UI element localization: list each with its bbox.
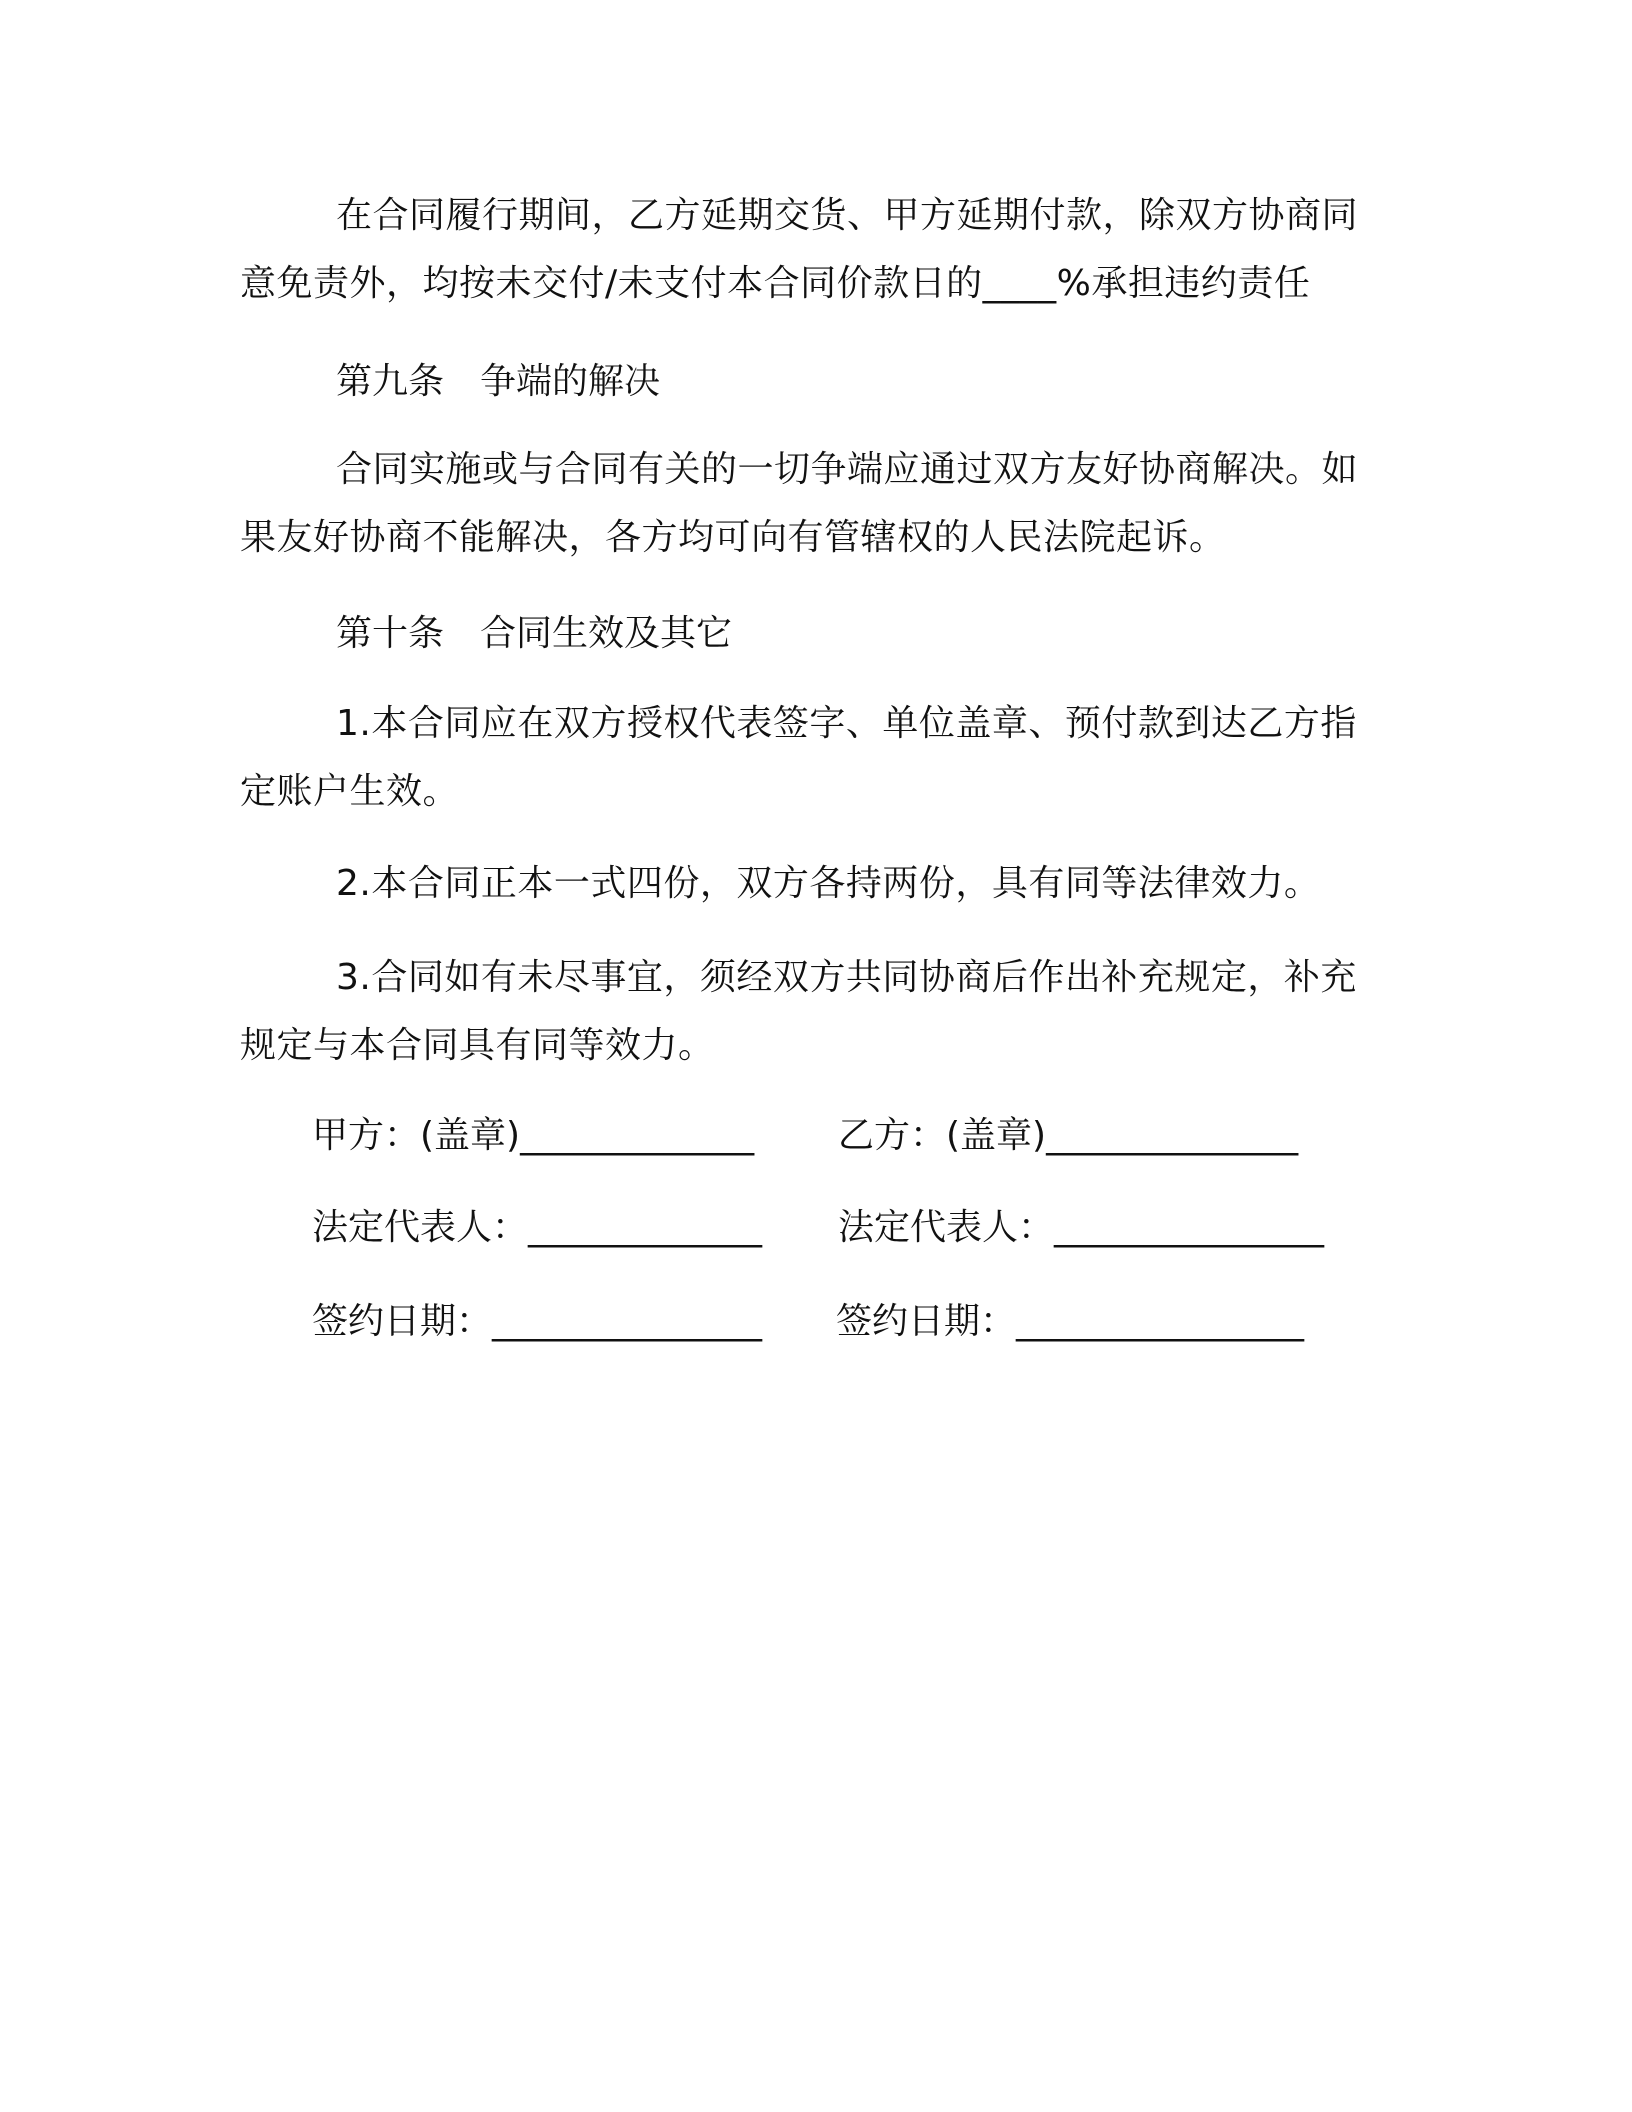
party-a-sign-date-field: 签约日期：_______________ [312, 1301, 763, 1342]
party-b-sign-date-field: 签约日期：________________ [836, 1301, 1305, 1342]
paragraph-clause-2: 2.本合同正本一式四份，双方各持两份，具有同等法律效力。 [336, 863, 1321, 904]
party-b-seal-field: 乙方：(盖章)______________ [838, 1115, 1299, 1156]
party-a-legal-rep-field: 法定代表人：_____________ [312, 1207, 763, 1248]
paragraph-dispute-resolution: 合同实施或与合同有关的一切争端应通过双方友好协商解决。如果友好协商不能解决，各方均可向有管辖权的人民法院起诉。 [240, 449, 1359, 558]
party-b-legal-rep-field: 法定代表人：_______________ [838, 1207, 1325, 1248]
heading-article-9: 第九条 争端的解决 [336, 361, 661, 402]
paragraph-clause-1: 1.本合同应在双方授权代表签字、单位盖章、预付款到达乙方指定账户生效。 [240, 703, 1357, 812]
party-a-seal-field: 甲方：(盖章)_____________ [312, 1115, 755, 1156]
heading-article-10: 第十条 合同生效及其它 [336, 613, 733, 654]
paragraph-breach-liability: 在合同履行期间，乙方延期交货、甲方延期付款，除双方协商同意免责外，均按未交付/未支付本合同价款日的____%承担违约责任 [240, 195, 1359, 304]
paragraph-clause-3: 3.合同如有未尽事宜，须经双方共同协商后作出补充规定，补充规定与本合同具有同等效力。 [240, 957, 1357, 1066]
